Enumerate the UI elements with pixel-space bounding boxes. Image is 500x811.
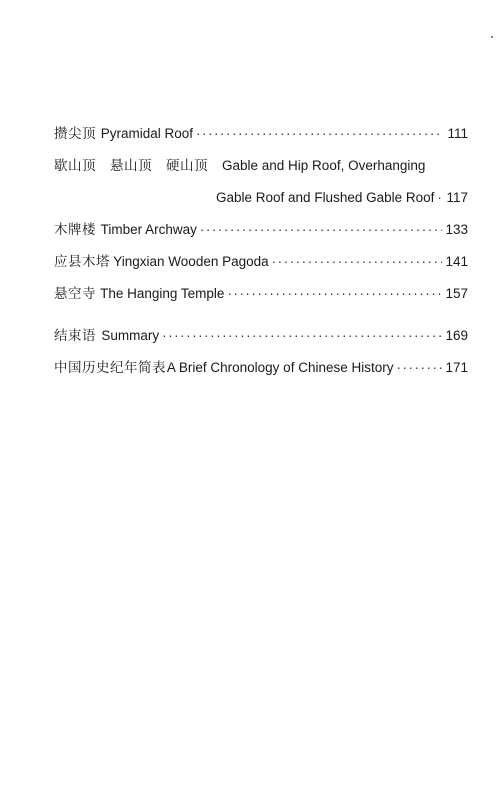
toc-entry-timber-archway[interactable] [54,220,468,252]
toc-entry-page-number: 157 [445,286,468,301]
toc-entry-pyramidal-roof[interactable] [54,124,468,156]
toc-entry-page-number: 117 [446,190,468,205]
dot-leader [162,326,442,346]
dot-leader [396,358,442,378]
toc-entry-english-title: A Brief Chronology of Chinese History [166,360,394,375]
toc-entry-yingxian-pagoda[interactable] [54,252,468,284]
table-of-contents [54,124,468,390]
toc-entry-english-title: Summary [101,328,160,343]
toc-entry-english-title: The Hanging Temple [100,286,225,301]
toc-entry-gable-roofs-continued[interactable] [54,188,468,220]
toc-entry-english-title: Gable and Hip Roof, Overhanging [222,158,426,173]
toc-entry-chinese-title: 中国历史纪年简表 [54,360,166,375]
toc-entry-chinese-title: 歇山顶 悬山顶 硬山顶 [54,158,208,173]
toc-entry-page-number: 169 [445,328,468,343]
toc-entry-english-title: Gable Roof and Flushed Gable Roof [216,190,435,205]
toc-entry-hanging-temple[interactable] [54,284,468,316]
toc-entry-english-title: Pyramidal Roof [100,126,194,141]
toc-entry-page-number: 141 [445,254,468,269]
toc-entry-chronology[interactable] [54,358,468,390]
dot-leader [196,124,443,144]
toc-entry-english-title: Timber Archway [100,222,197,237]
toc-entry-english-title: Yingxian Wooden Pagoda [113,254,269,269]
toc-entry-page-number: 133 [445,222,468,237]
toc-entry-gable-roofs[interactable] [54,156,468,188]
toc-entry-chinese-title: 木牌楼 [54,222,96,237]
toc-entry-chinese-title: 结束语 [54,328,96,343]
toc-entry-summary[interactable] [54,326,468,358]
page-speck [491,36,493,38]
dot-leader [227,284,442,304]
toc-entry-page-number: 111 [447,126,468,141]
dot-leader [200,220,443,240]
toc-entry-chinese-title: 悬空寺 [54,286,96,301]
dot-leader [437,188,443,208]
toc-entry-page-number: 171 [445,360,468,375]
toc-entry-chinese-title: 应县木塔 [54,254,110,269]
toc-entry-chinese-title: 攒尖顶 [54,126,96,141]
dot-leader [272,252,443,272]
